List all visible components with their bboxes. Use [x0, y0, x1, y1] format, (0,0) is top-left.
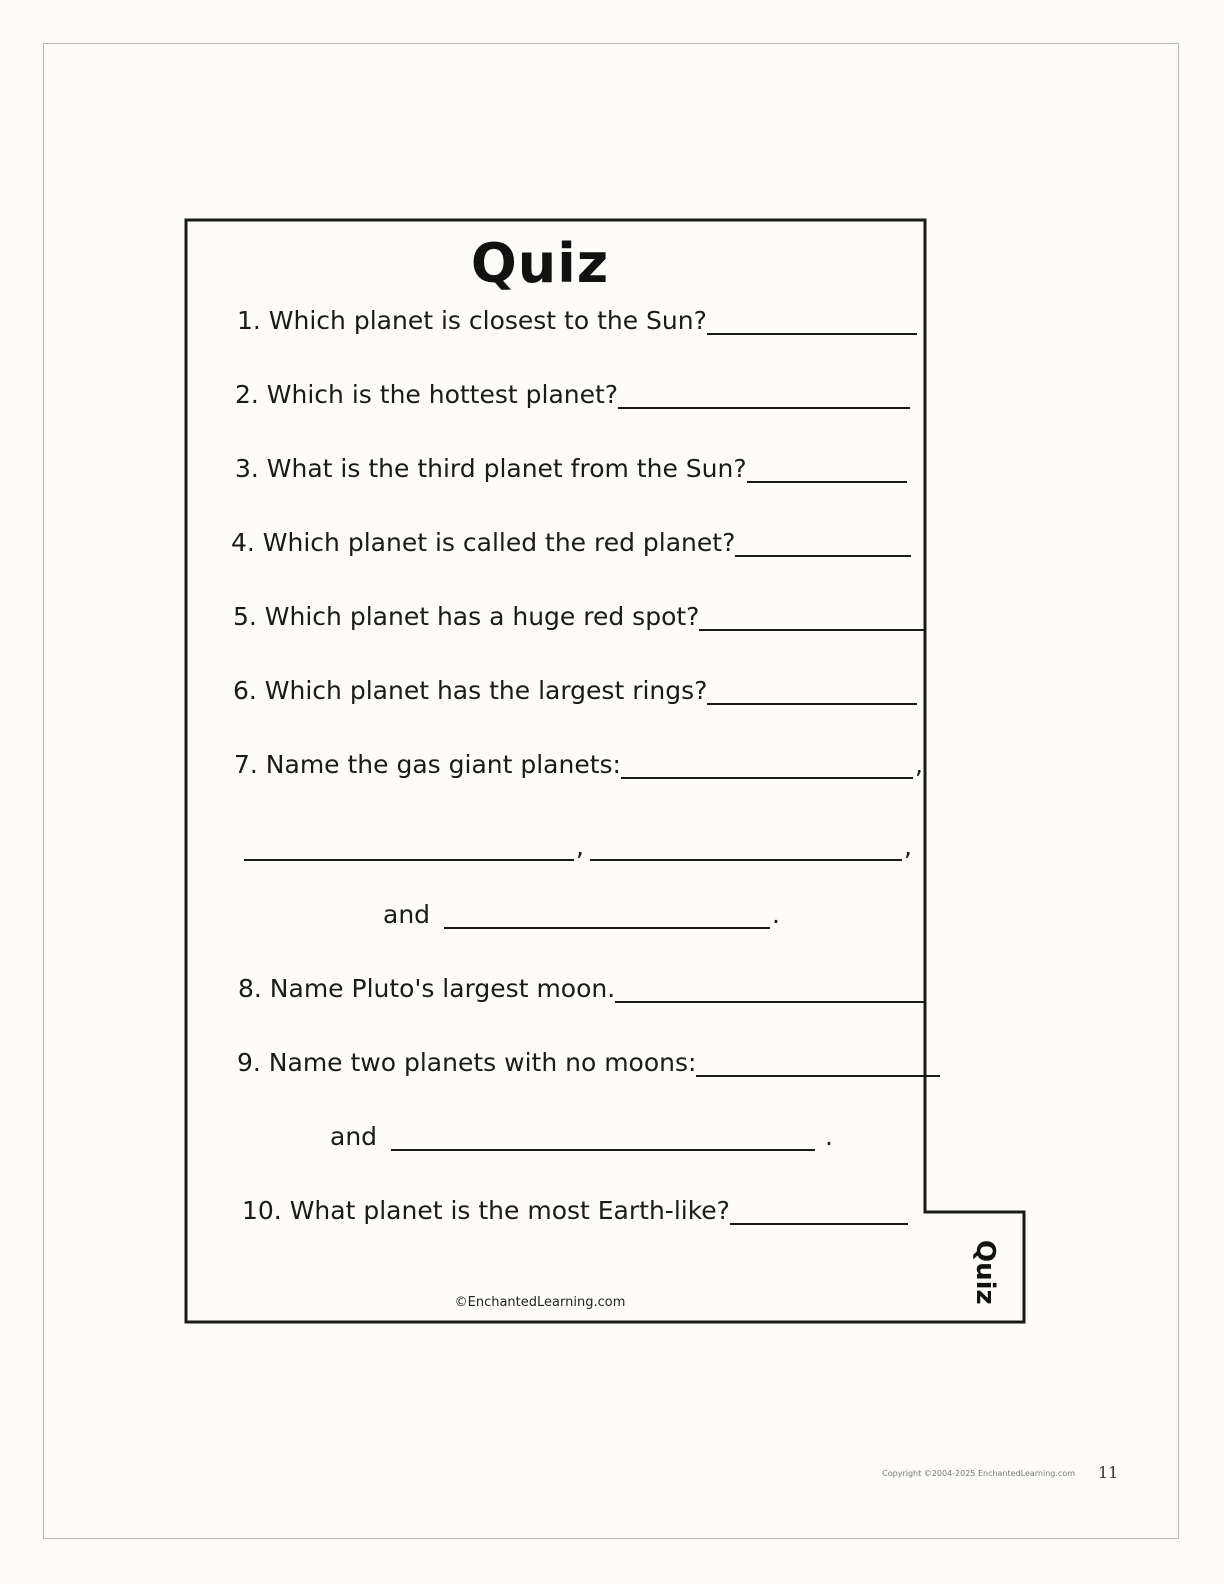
question-10-text: 10. What planet is the most Earth-like?: [242, 1196, 730, 1225]
question-7-text: 7. Name the gas giant planets:: [234, 750, 621, 779]
side-tab-label: Quiz: [970, 1240, 1000, 1305]
question-2: [235, 380, 910, 409]
question-9: [237, 1048, 940, 1077]
comma: ,: [914, 750, 923, 779]
answer-blank-7d[interactable]: [444, 905, 770, 929]
question-3-text: 3. What is the third planet from the Sun?: [235, 454, 747, 483]
question-8-text: 8. Name Pluto's largest moon.: [238, 974, 616, 1003]
question-1-text: 1. Which planet is closest to the Sun?: [237, 306, 707, 335]
answer-blank-6[interactable]: [707, 681, 917, 705]
answer-blank-8[interactable]: [615, 979, 925, 1003]
answer-blank-7b[interactable]: [244, 837, 574, 861]
answer-blank-5[interactable]: [699, 607, 925, 631]
card-copyright: ©EnchantedLearning.com: [454, 1295, 626, 1310]
answer-blank-9a[interactable]: [696, 1053, 940, 1077]
question-7-line-2: [244, 832, 912, 861]
quiz-title: Quiz: [470, 232, 610, 295]
question-5-text: 5. Which planet has a huge red spot?: [233, 602, 700, 631]
footer-copyright: Copyright ©2004-2025 EnchantedLearning.com: [882, 1469, 1075, 1478]
answer-blank-7a[interactable]: [621, 755, 913, 779]
question-10: [242, 1196, 908, 1225]
period: .: [772, 900, 780, 929]
period: .: [825, 1122, 833, 1151]
question-2-text: 2. Which is the hottest planet?: [235, 380, 619, 409]
question-7: [234, 750, 923, 779]
page-number: 11: [1098, 1463, 1119, 1482]
and-label: and: [330, 1122, 378, 1151]
answer-blank-7c[interactable]: [590, 837, 902, 861]
question-4-text: 4. Which planet is called the red planet?: [231, 528, 736, 557]
question-1: [237, 306, 917, 335]
answer-blank-9b[interactable]: [391, 1127, 815, 1151]
answer-blank-10[interactable]: [730, 1201, 908, 1225]
answer-blank-3[interactable]: [747, 459, 907, 483]
question-7-line-3: [383, 900, 780, 929]
comma: ,: [576, 832, 584, 861]
answer-blank-4[interactable]: [735, 533, 911, 557]
question-4: [231, 528, 911, 557]
question-8: [238, 974, 925, 1003]
answer-blank-2[interactable]: [618, 385, 910, 409]
question-6: [233, 676, 917, 705]
question-9-line-2: [330, 1122, 833, 1151]
answer-blank-1[interactable]: [707, 311, 917, 335]
question-5: [233, 602, 925, 631]
question-9-text: 9. Name two planets with no moons:: [237, 1048, 697, 1077]
and-label: and: [383, 900, 431, 929]
question-6-text: 6. Which planet has the largest rings?: [233, 676, 708, 705]
comma: ,: [903, 832, 912, 861]
question-3: [235, 454, 907, 483]
